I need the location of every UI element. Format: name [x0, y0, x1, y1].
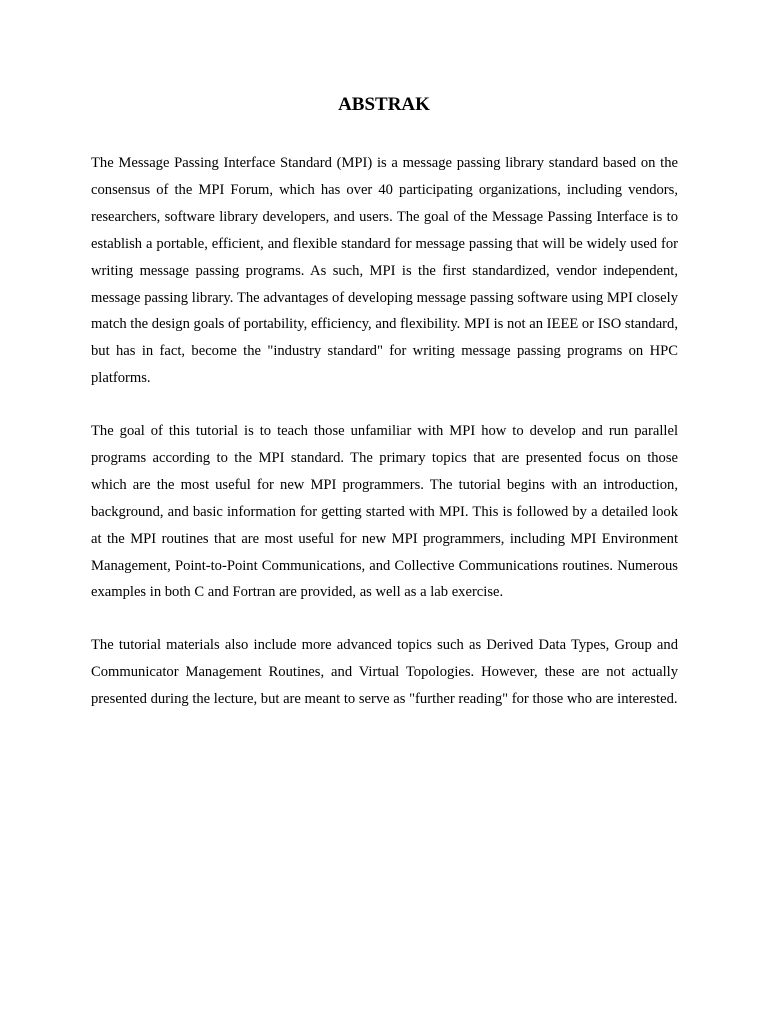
page-title: ABSTRAK — [338, 94, 430, 115]
abstract-paragraph-1: The Message Passing Interface Standard (MPI) is a message passing library standard based on the consensus of the MPI Forum, which has over 40 participating organizations, including vendors, researchers, software library developers, and users. The goal of the Message Passing Interface is to establish a portable, efficient, and flexible standard for message passing that will be widely used for writing message passing programs. As such, MPI is the first standardized, vendor independent, message passing library. The advantages of developing message passing software using MPI closely match the design goals of portability, efficiency, and flexibility. MPI is not an IEEE or ISO standard, but has in fact, become the "industry standard" for writing message passing programs on HPC platforms. — [91, 155, 678, 387]
abstract-paragraph-3: The tutorial materials also include more advanced topics such as Derived Data Types, Group and Communicator Management Routines, and Virtual Topologies. However, these are not actually presented during the lecture, but are meant to serve as "further reading" for those who are interested. — [91, 637, 678, 707]
abstract-paragraph-2: The goal of this tutorial is to teach those unfamiliar with MPI how to develop and run parallel programs according to the MPI standard. The primary topics that are presented focus on those which are the most useful for new MPI programmers. The tutorial begins with an introduction, background, and basic information for getting started with MPI. This is followed by a detailed look at the MPI routines that are most useful for new MPI programmers, including MPI Environment Management, Point-to-Point Communications, and Collective Communications routines. Numerous examples in both C and Fortran are provided, as well as a lab exercise. — [91, 423, 678, 601]
